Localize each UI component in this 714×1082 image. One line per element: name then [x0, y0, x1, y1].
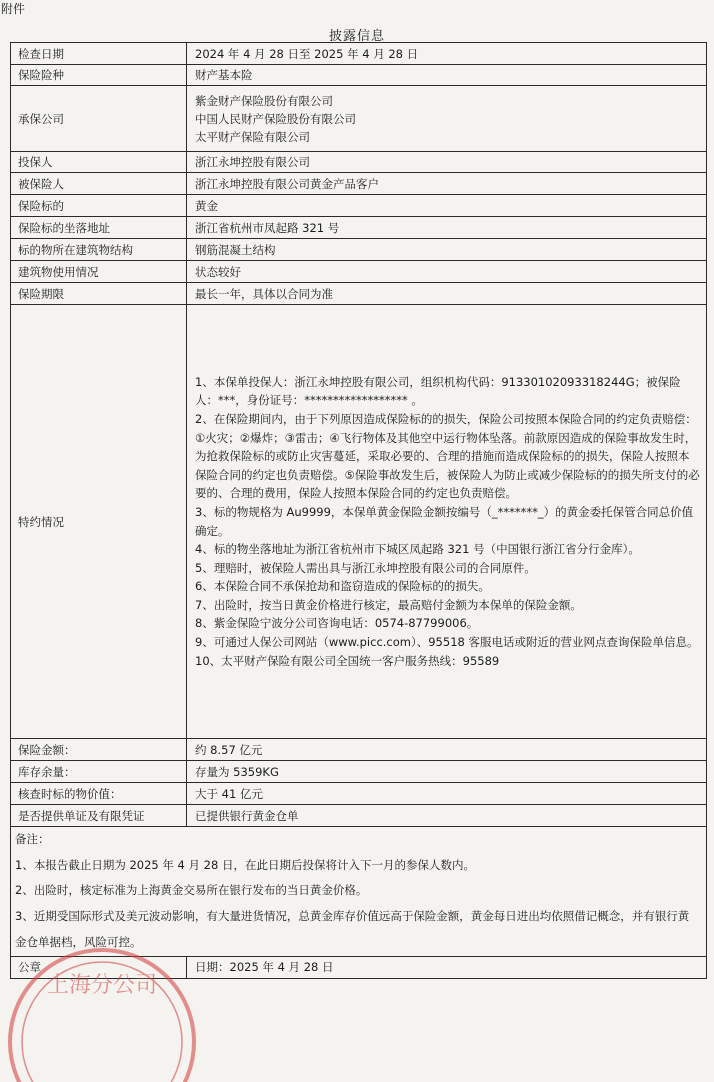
underwriter-item: 紫金财产保险股份有限公司: [195, 93, 333, 108]
page-title: 披露信息: [328, 29, 385, 44]
row-label-building-usage: 建筑物使用情况: [11, 261, 187, 283]
table-row: [11, 65, 707, 86]
note-item: 3、近期受国际形式及美元波动影响，有大量进货情况，总黄金库存价值远高于保险金额，黄金每日进出均依照借记概念，并有银行黄金仓单据档，风险可控。: [15, 909, 690, 949]
underwriter-item: 太平财产保险有限公司: [195, 129, 310, 144]
table-row: [11, 195, 707, 217]
table-row: [11, 261, 707, 283]
special-term-paragraph: 2、在保险期间内，由于下列原因造成保险标的的损失，保险公司按照本保险合同的约定负责赔偿：: [195, 411, 697, 426]
row-label-documents: 是否提供单证及有限凭证: [11, 805, 187, 827]
table-row: [11, 173, 707, 195]
table-row: [11, 283, 707, 305]
row-value-building-usage: 状态较好: [187, 261, 707, 283]
row-label-special-terms: 特约情况: [11, 305, 187, 739]
row-value-documents: 已提供银行黄金仓单: [187, 805, 707, 827]
row-label-inventory: 库存余量：: [11, 761, 187, 783]
table-row: [11, 305, 707, 739]
row-label-policyholder: 投保人: [11, 152, 187, 173]
table-row: [11, 739, 707, 761]
row-label-subject-value: 核查时标的物价值：: [11, 783, 187, 805]
row-label-term: 保险期限: [11, 283, 187, 305]
table-row: [11, 827, 707, 957]
special-term-paragraph: 7、出险时，按当日黄金价格进行核定，最高赔付金额为本保单的保险金额。: [195, 597, 582, 612]
special-terms-content: [187, 305, 707, 739]
row-label-building-structure: 标的物所在建筑物结构: [11, 239, 187, 261]
special-term-paragraph: 5、理赔时，被保险人需出具与浙江永坤控股有限公司的合同原件。: [195, 560, 536, 575]
row-label-seal: 公章: [11, 956, 187, 978]
underwriter-list: [187, 86, 707, 152]
table-row: [11, 152, 707, 173]
row-value-subject-value: 大于 41 亿元: [187, 783, 707, 805]
notes-title: 备注：: [15, 832, 50, 846]
table-row: [11, 43, 707, 65]
special-term-paragraph: 4、标的物坐落地址为浙江省杭州市下城区凤起路 321 号（中国银行浙江省分行金库）。: [195, 542, 640, 557]
table-row: [11, 956, 707, 978]
note-item: 1、本报告截止日期为 2025 年 4 月 28 日，在此日期后投保将计入下一月的参保人数内。: [15, 857, 475, 872]
row-label-insurance-type: 保险险种: [11, 65, 187, 86]
table-row: [11, 239, 707, 261]
table-row: [11, 805, 707, 827]
row-label-subject: 保险标的: [11, 195, 187, 217]
row-value-term: 最长一年，具体以合同为准: [187, 283, 707, 305]
row-value-insured: 浙江永坤控股有限公司黄金产品客户: [187, 173, 707, 195]
underwriter-item: 中国人民财产保险股份有限公司: [195, 111, 356, 126]
row-value-policyholder: 浙江永坤控股有限公司: [187, 152, 707, 173]
row-value-insured-amount: 约 8.57 亿元: [187, 739, 707, 761]
row-value-insurance-type: 财产基本险: [187, 65, 707, 86]
row-value-subject: 黄金: [187, 195, 707, 217]
special-term-paragraph: 9、可通过人保公司网站（www.picc.com）、95518 客服电话或附近的营业网点查询保险单信息。: [195, 635, 699, 650]
row-value-inspection-date: 2024 年 4 月 28 日至 2025 年 4 月 28 日: [187, 43, 707, 65]
row-label-insured: 被保险人: [11, 173, 187, 195]
row-label-address: 保险标的坐落地址: [11, 217, 187, 239]
table-row: [11, 217, 707, 239]
disclosure-table: [10, 42, 707, 979]
seal-inner-ring: [22, 962, 182, 1082]
special-term-paragraph: 6、本保险合同不承保抢劫和盗窃造成的保险标的的损失。: [195, 579, 490, 594]
notes-section: [11, 827, 707, 957]
special-term-paragraph: ①火灾；②爆炸；③雷击；④飞行物体及其他空中运行物体坠落。前款原因造成的保险事故发生时，为抢救保险标的或防止灾害蔓延，采取必要的、合理的措施而造成保险标的的损失，保险人按照本保险合同的约定也负责赔偿。⑤保险事故发生后，被保险人为防止或减少保险标的的损失所支付的必要的、合理的费用，保险人按照本保险合同的约定也负责赔偿。: [195, 430, 700, 501]
row-label-insured-amount: 保险金额：: [11, 739, 187, 761]
row-label-inspection-date: 检查日期: [11, 43, 187, 65]
special-term-paragraph: 10、太平财产保险有限公司全国统一客户服务热线：95589: [195, 653, 500, 668]
attachment-label: 附件: [1, 2, 26, 16]
row-value-address: 浙江省杭州市凤起路 321 号: [187, 217, 707, 239]
table-row: [11, 783, 707, 805]
row-label-underwriters: 承保公司: [11, 86, 187, 152]
row-value-date: 日期：2025 年 4 月 28 日: [187, 956, 707, 978]
special-term-paragraph: 3、标的物规格为 Au9999，本保单黄金保险金额按编号（_*******_）的黄金委托保管合同总价值确定。: [195, 504, 694, 538]
seal-text: 上海分公司: [46, 973, 158, 998]
table-row: [11, 86, 707, 152]
row-value-inventory: 存量为 5359KG: [187, 761, 707, 783]
note-item: 2、出险时，核定标准为上海黄金交易所在银行发布的当日黄金价格。: [15, 883, 368, 898]
table-row: [11, 761, 707, 783]
special-term-paragraph: 8、紫金保险宁波分公司咨询电话：0574-87799006。: [195, 616, 479, 631]
special-term-paragraph: 1、本保单投保人：浙江永坤控股有限公司，组织机构代码：91330102093318244G；被保险人：***，身份证号：****************** 。: [195, 374, 681, 408]
row-value-building-structure: 钢筋混凝土结构: [187, 239, 707, 261]
